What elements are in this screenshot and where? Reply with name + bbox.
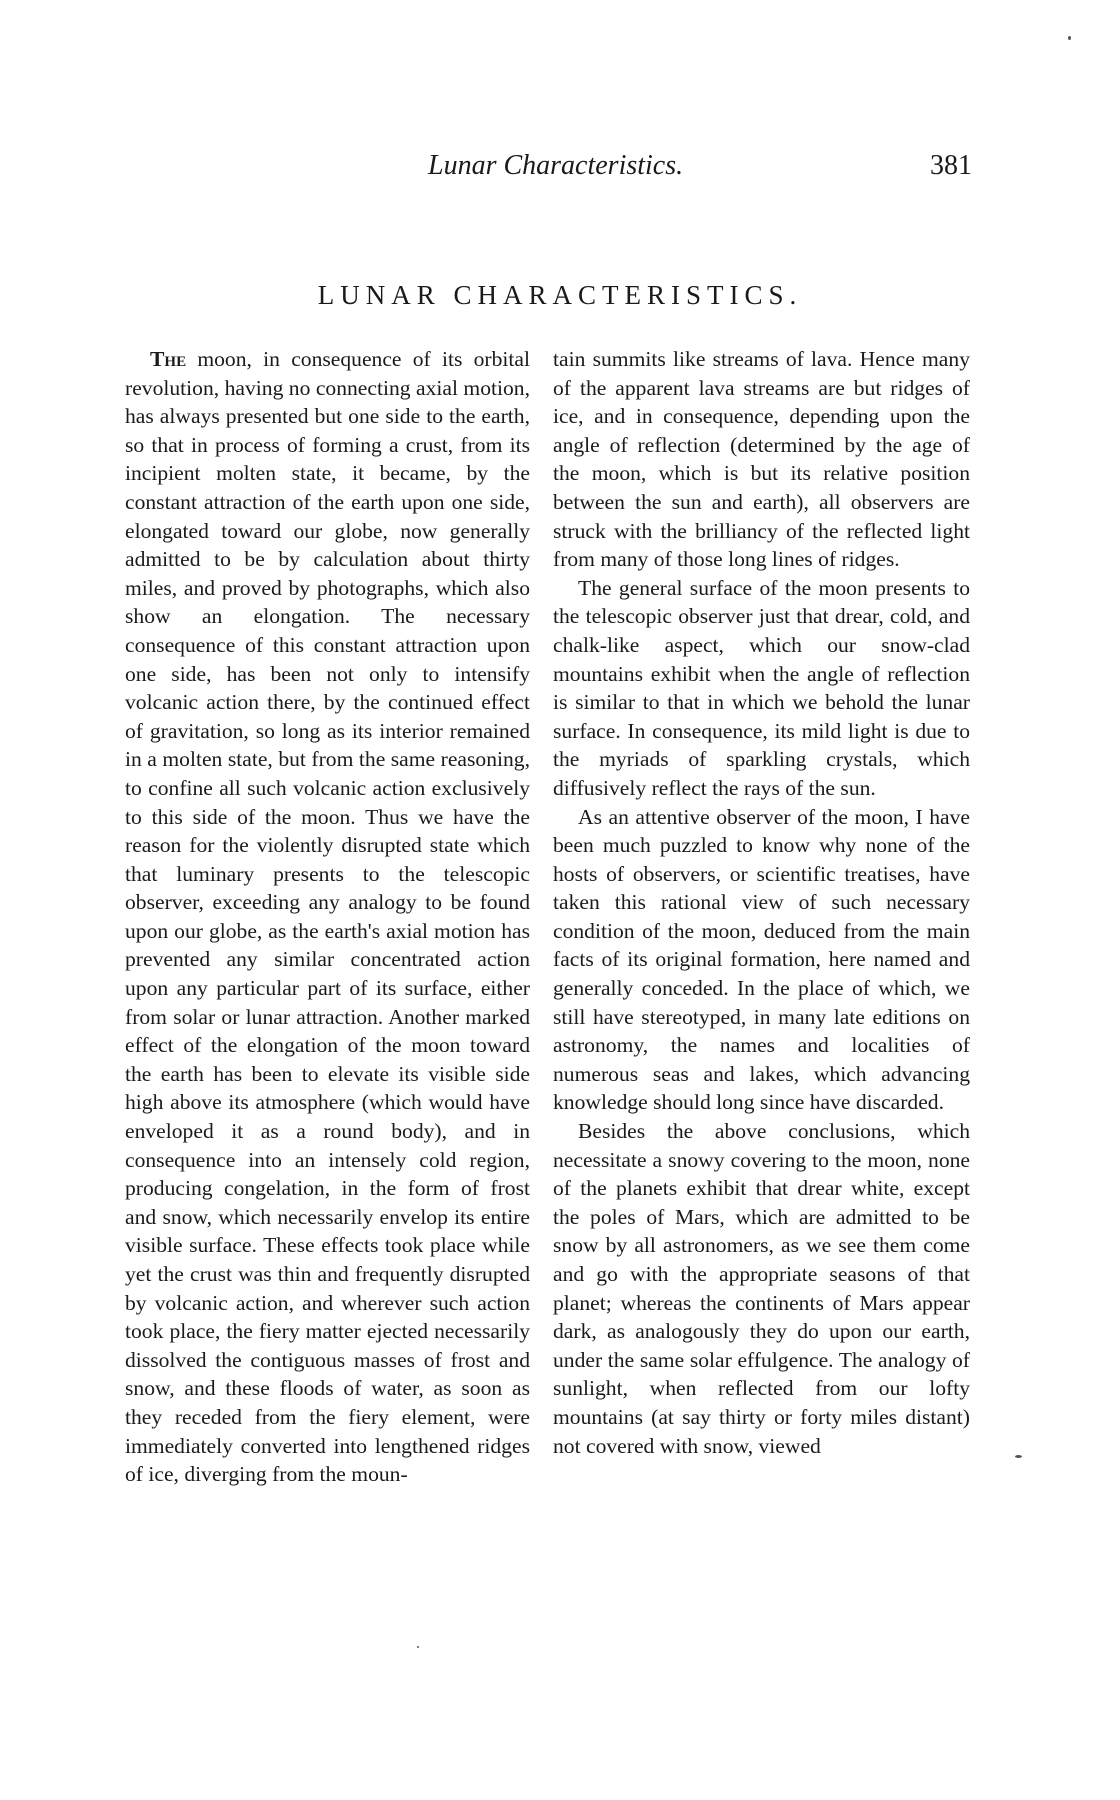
scan-speck <box>1015 1455 1022 1458</box>
paragraph: tain summits like streams of lava. Hence many of the apparent lava streams are but ridges of ice, and in consequence, depending upon the angle of reflection (determined by the age of the moon, which is but its relative position between the sun and earth), all observers are struck with the brilliancy of the reflected light from many of those long lines of ridges. <box>553 347 970 572</box>
opening-word: The <box>150 347 187 371</box>
page-number: 381 <box>930 150 972 181</box>
running-title: Lunar Characteristics. <box>428 150 684 181</box>
scan-speck <box>1068 36 1071 40</box>
right-column <box>553 345 970 1460</box>
scan-speck <box>417 1646 419 1648</box>
left-column <box>125 345 530 1489</box>
paragraph: Besides the above conclusions, which necessitate a snowy covering to the moon, none of the planets exhibit that drear white, except the poles of Mars, which are admitted to be snow by all astronomers, as we see them come and go with the appropriate seasons of that planet; whereas the continents of Mars appear dark, as analogously they do upon our earth, under the same solar effulgence. The analogy of sunlight, when reflected from our lofty mountains (at say thirty or forty miles distant) not covered with snow, viewed <box>553 1119 970 1458</box>
paragraph: As an attentive observer of the moon, I have been much puzzled to know why none of the hosts of observers, or scientific treatises, have taken this rational view of such necessary condition of the moon, deduced from the main facts of its original formation, here named and generally conceded. In the place of which, we still have stereotyped, in many late editions on astronomy, the names and localities of numerous seas and lakes, which advancing knowledge should long since have discarded. <box>553 804 970 1115</box>
paragraph: The general surface of the moon presents to the telescopic observer just that drear, cold, and chalk-like aspect, which our snow-clad mountains exhibit when the angle of reflection is similar to that in which we behold the lunar surface. In consequence, its mild light is due to the myriads of sparkling crystals, which diffusively reflect the rays of the sun. <box>553 575 970 800</box>
running-head <box>0 150 1120 190</box>
paragraph-text: moon, in consequence of its orbital revolution, having no connecting axial motion, has always presented but one side to the earth, so that in process of forming a crust, from its incipient molten state, it became, by the constant attraction of the earth upon one side, elongated toward our globe, now generally admitted to be by calculation about thirty miles, and proved by photographs, which also show an elongation. The necessary consequence of this constant attraction upon one side, has been not only to intensify volcanic action there, by the continued effect of gravitation, so long as its interior remained in a molten state, but from the same reasoning, to confine all such volcanic action exclusively to this side of the moon. Thus we have the reason for the violently disrupted state which that luminary presents to the telescopic observer, exceeding any analogy to be found upon our globe, as the earth's axial motion has prevented any similar concentrated action upon any particular part of its surface, either from solar or lunar attraction. Another marked effect of the elongation of the moon toward the earth has been to elevate its visible side high above its atmosphere (which would have enveloped it as a round body), and in consequence into an intensely cold region, producing congelation, in the form of frost and snow, which necessarily envelop its entire visible surface. These effects took place while yet the crust was thin and frequently disrupted by volcanic action, and wherever such action took place, the fiery matter ejected necessarily dissolved the contiguous masses of frost and snow, and these floods of water, as soon as they receded from the fiery element, were immediately converted into lengthened ridges of ice, diverging from the moun- <box>125 347 530 1487</box>
article-title: LUNAR CHARACTERISTICS. <box>317 280 803 310</box>
paragraph <box>125 345 530 1489</box>
